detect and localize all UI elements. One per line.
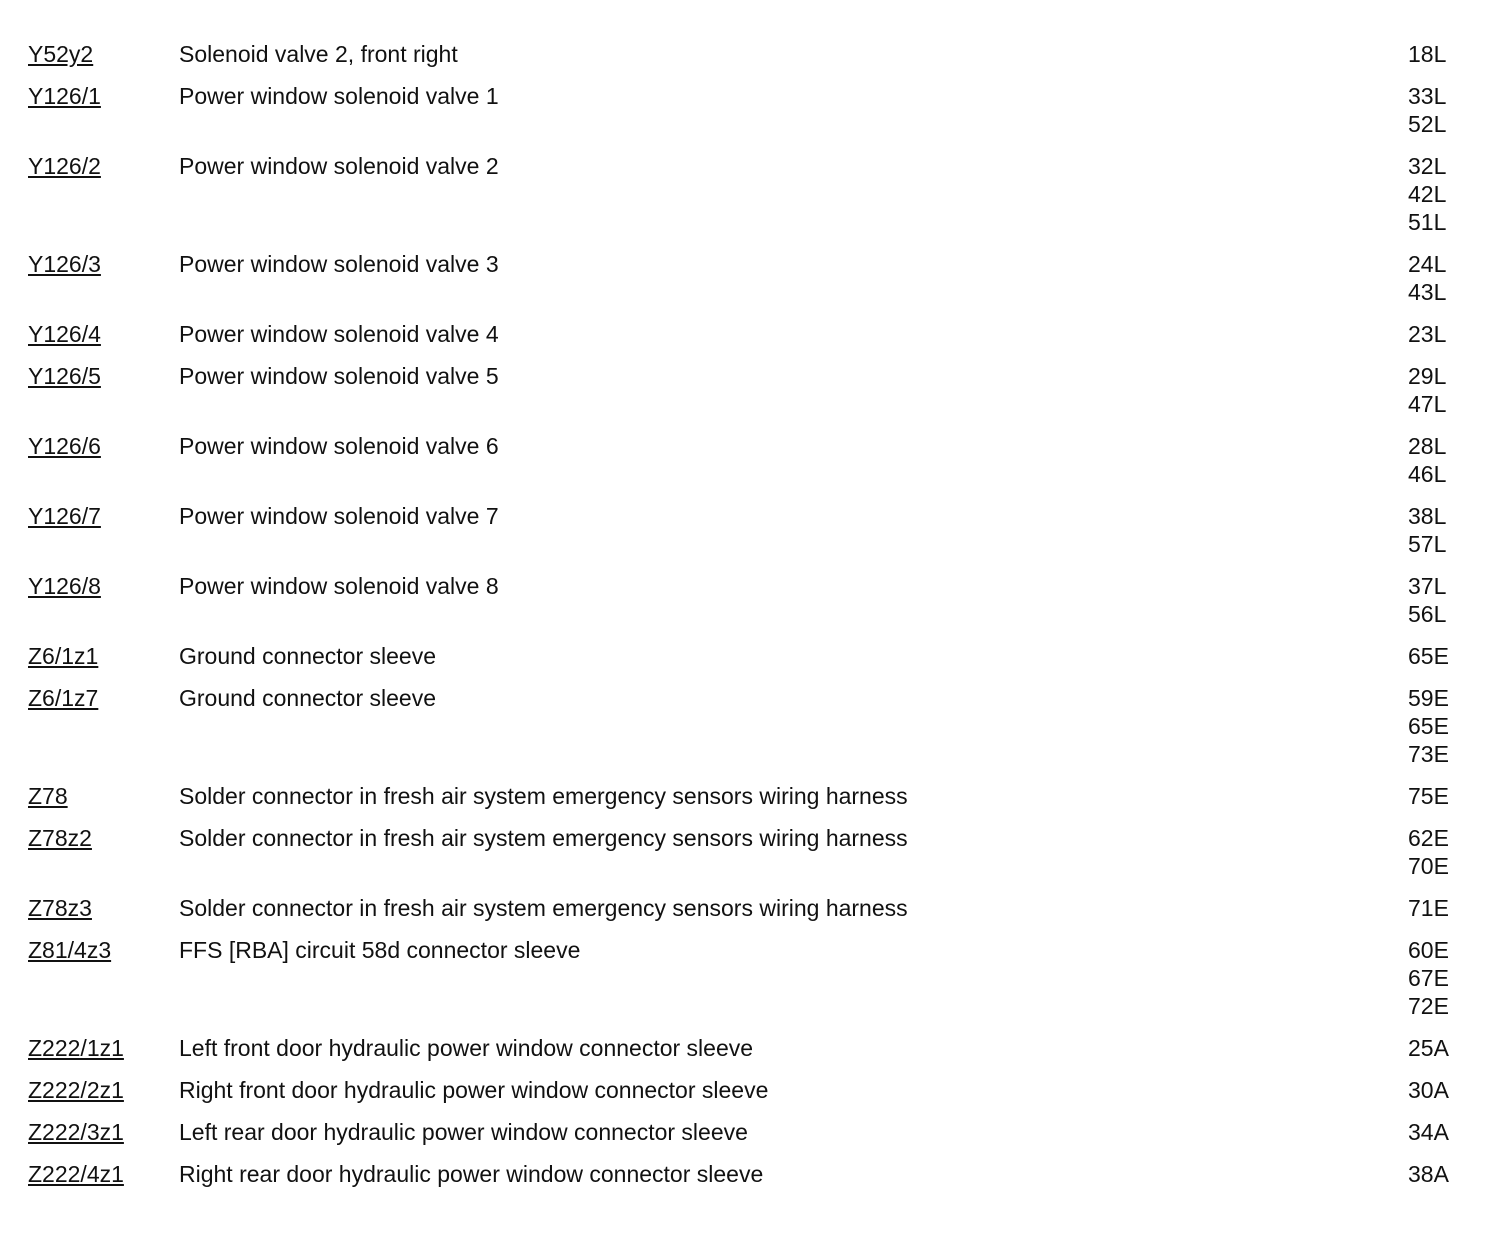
component-code-link[interactable]: Z6/1z1 <box>28 643 99 669</box>
location-ref: 33L <box>1408 83 1447 109</box>
location-ref: 37L <box>1408 573 1447 599</box>
location-ref: 72E <box>1408 993 1449 1019</box>
location-ref: 71E <box>1408 895 1449 921</box>
location-list <box>1408 1076 1468 1104</box>
location-list <box>1408 1160 1468 1188</box>
location-ref: 42L <box>1408 181 1447 207</box>
component-description: Ground connector sleeve <box>179 643 436 669</box>
component-code-link[interactable]: Y126/8 <box>28 573 101 599</box>
location-list <box>1408 502 1468 558</box>
location-list <box>1408 572 1468 628</box>
location-ref: 67E <box>1408 965 1449 991</box>
component-row <box>28 502 1468 558</box>
component-description: Solenoid valve 2, front right <box>179 41 458 67</box>
component-code-link[interactable]: Z222/1z1 <box>28 1035 124 1061</box>
location-list <box>1408 250 1468 306</box>
component-row <box>28 320 1468 348</box>
location-ref: 28L <box>1408 433 1447 459</box>
component-code-link[interactable]: Y126/3 <box>28 251 101 277</box>
component-description: Power window solenoid valve 2 <box>179 153 499 179</box>
location-ref: 18L <box>1408 41 1447 67</box>
location-ref: 30A <box>1408 1077 1449 1103</box>
component-code-link[interactable]: Z81/4z3 <box>28 937 112 963</box>
component-row <box>28 1076 1468 1104</box>
component-description: Left rear door hydraulic power window connector sleeve <box>179 1119 748 1145</box>
location-list <box>1408 432 1468 488</box>
component-description: Power window solenoid valve 4 <box>179 321 499 347</box>
component-row <box>28 250 1468 306</box>
location-ref: 59E <box>1408 685 1449 711</box>
location-ref: 60E <box>1408 937 1449 963</box>
component-row <box>28 362 1468 418</box>
component-description: Power window solenoid valve 7 <box>179 503 499 529</box>
location-list <box>1408 1118 1468 1146</box>
location-ref: 65E <box>1408 643 1449 669</box>
component-row <box>28 1118 1468 1146</box>
component-list <box>28 40 1468 1202</box>
component-description: Solder connector in fresh air system emergency sensors wiring harness <box>179 895 908 921</box>
component-description: Right rear door hydraulic power window connector sleeve <box>179 1161 764 1187</box>
location-ref: 75E <box>1408 783 1449 809</box>
location-ref: 23L <box>1408 321 1447 347</box>
location-ref: 65E <box>1408 713 1449 739</box>
location-ref: 38A <box>1408 1161 1449 1187</box>
component-description: Right front door hydraulic power window connector sleeve <box>179 1077 769 1103</box>
component-row <box>28 572 1468 628</box>
component-description: Left front door hydraulic power window connector sleeve <box>179 1035 754 1061</box>
location-ref: 52L <box>1408 111 1447 137</box>
component-description: Power window solenoid valve 5 <box>179 363 499 389</box>
component-code-link[interactable]: Y126/5 <box>28 363 101 389</box>
location-list <box>1408 320 1468 348</box>
location-ref: 29L <box>1408 363 1447 389</box>
component-row <box>28 1160 1468 1188</box>
component-row <box>28 642 1468 670</box>
location-list <box>1408 894 1468 922</box>
location-list <box>1408 82 1468 138</box>
component-code-link[interactable]: Y126/4 <box>28 321 101 347</box>
component-description: FFS [RBA] circuit 58d connector sleeve <box>179 937 581 963</box>
component-row <box>28 824 1468 880</box>
location-list <box>1408 684 1468 768</box>
location-ref: 38L <box>1408 503 1447 529</box>
location-ref: 34A <box>1408 1119 1449 1145</box>
location-ref: 51L <box>1408 209 1447 235</box>
component-description: Power window solenoid valve 3 <box>179 251 499 277</box>
component-row <box>28 936 1468 1020</box>
component-code-link[interactable]: Z78 <box>28 783 68 809</box>
component-row <box>28 152 1468 236</box>
component-description: Solder connector in fresh air system emergency sensors wiring harness <box>179 783 908 809</box>
component-code-link[interactable]: Z222/3z1 <box>28 1119 124 1145</box>
component-row <box>28 684 1468 768</box>
component-row <box>28 782 1468 810</box>
component-code-link[interactable]: Y126/6 <box>28 433 101 459</box>
component-description: Solder connector in fresh air system emergency sensors wiring harness <box>179 825 908 851</box>
component-code-link[interactable]: Y126/2 <box>28 153 101 179</box>
location-ref: 57L <box>1408 531 1447 557</box>
component-code-link[interactable]: Z78z3 <box>28 895 92 921</box>
component-code-link[interactable]: Z222/2z1 <box>28 1077 124 1103</box>
location-ref: 70E <box>1408 853 1449 879</box>
component-code-link[interactable]: Z222/4z1 <box>28 1161 124 1187</box>
component-code-link[interactable]: Y52y2 <box>28 41 94 67</box>
component-description: Power window solenoid valve 1 <box>179 83 499 109</box>
location-list <box>1408 1034 1468 1062</box>
location-list <box>1408 824 1468 880</box>
location-ref: 56L <box>1408 601 1447 627</box>
location-ref: 24L <box>1408 251 1447 277</box>
location-list <box>1408 782 1468 810</box>
location-list <box>1408 362 1468 418</box>
component-code-link[interactable]: Z6/1z7 <box>28 685 99 711</box>
location-ref: 73E <box>1408 741 1449 767</box>
location-ref: 32L <box>1408 153 1447 179</box>
component-code-link[interactable]: Y126/7 <box>28 503 101 529</box>
location-ref: 43L <box>1408 279 1447 305</box>
location-list <box>1408 152 1468 236</box>
location-ref: 47L <box>1408 391 1447 417</box>
component-description: Power window solenoid valve 8 <box>179 573 499 599</box>
component-description: Power window solenoid valve 6 <box>179 433 499 459</box>
location-list <box>1408 40 1468 68</box>
component-row <box>28 82 1468 138</box>
location-ref: 25A <box>1408 1035 1449 1061</box>
component-code-link[interactable]: Y126/1 <box>28 83 101 109</box>
location-list <box>1408 936 1468 1020</box>
component-row <box>28 40 1468 68</box>
component-row <box>28 1034 1468 1062</box>
location-ref: 62E <box>1408 825 1449 851</box>
location-list <box>1408 642 1468 670</box>
component-row <box>28 432 1468 488</box>
location-ref: 46L <box>1408 461 1447 487</box>
component-description: Ground connector sleeve <box>179 685 436 711</box>
component-row <box>28 894 1468 922</box>
component-code-link[interactable]: Z78z2 <box>28 825 92 851</box>
